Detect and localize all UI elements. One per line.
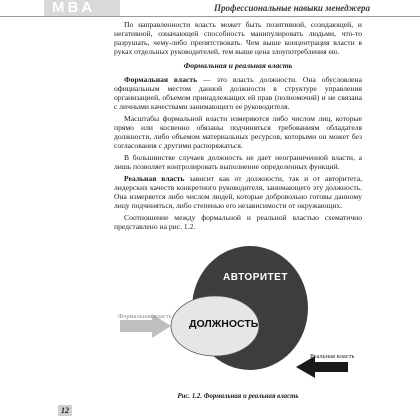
paragraph-power-direction: По направленности власть может быть позитивной, созидающей, и негативной, означающей способность манипулировать людьми, что-то разрушать, чему-либо препятствовать. Чем выше концентрация власти в руках отдельных руководителей, тем выше цена злоупотребления ею. bbox=[114, 20, 362, 56]
page-number: 12 bbox=[58, 405, 72, 416]
term-real-power: Реальная власть bbox=[124, 174, 185, 183]
paragraph-position-limits: В большинстве случаев должность не дает неограниченной власти, а лишь позволяет контролировать выполнение определенных функций. bbox=[114, 153, 362, 171]
term-formal-power: Формальная власть bbox=[124, 75, 198, 84]
paragraph-formal-scale: Масштабы формальной власти измеряются либо числом лиц, которые прямо или косвенно обязаны подчиняться требованиям обладателя должности, либо объемом материальных ресурсов, которыми он может без согласования с другими распоряжаться. bbox=[114, 114, 362, 150]
paragraph-formal-power bbox=[114, 75, 362, 111]
page-header bbox=[0, 0, 420, 17]
paragraph-figure-reference: Соотношение между формальной и реальной властью схематично представлено на рис. 1.2. bbox=[114, 213, 362, 231]
paragraph-formal-power-text: — это власть должности. Она обусловлена официальным местом данной должности в структуре управления организацией, объемом принадлежащих ей прав (полномочий) и не связана с личными качествами занимающего ее руководителя. bbox=[114, 75, 362, 111]
mba-logo: MBA bbox=[52, 0, 96, 16]
real-power-label: Реальная власть bbox=[310, 353, 355, 360]
formal-power-label: Формальная власть bbox=[118, 313, 172, 320]
authority-label: АВТОРИТЕТ bbox=[223, 272, 288, 283]
paragraph-real-power-text: зависит как от должности, так и от авторитета, лидерских качеств конкретного руководителя, занимающего эту должность. Она измеряется либо числом людей, которые добровольно готовы данному лицу подчиняться, либо степенью его независимости от окружающих. bbox=[114, 174, 362, 210]
page-body bbox=[114, 20, 362, 234]
paragraph-real-power bbox=[114, 174, 362, 210]
position-label: ДОЛЖНОСТЬ bbox=[189, 318, 259, 330]
running-title: Профессиональные навыки менеджера bbox=[214, 3, 370, 13]
power-diagram bbox=[110, 240, 370, 390]
section-subheading: Формальная и реальная власть bbox=[183, 61, 293, 70]
figure-caption: Рис. 1.2. Формальная и реальная власть bbox=[177, 393, 299, 400]
